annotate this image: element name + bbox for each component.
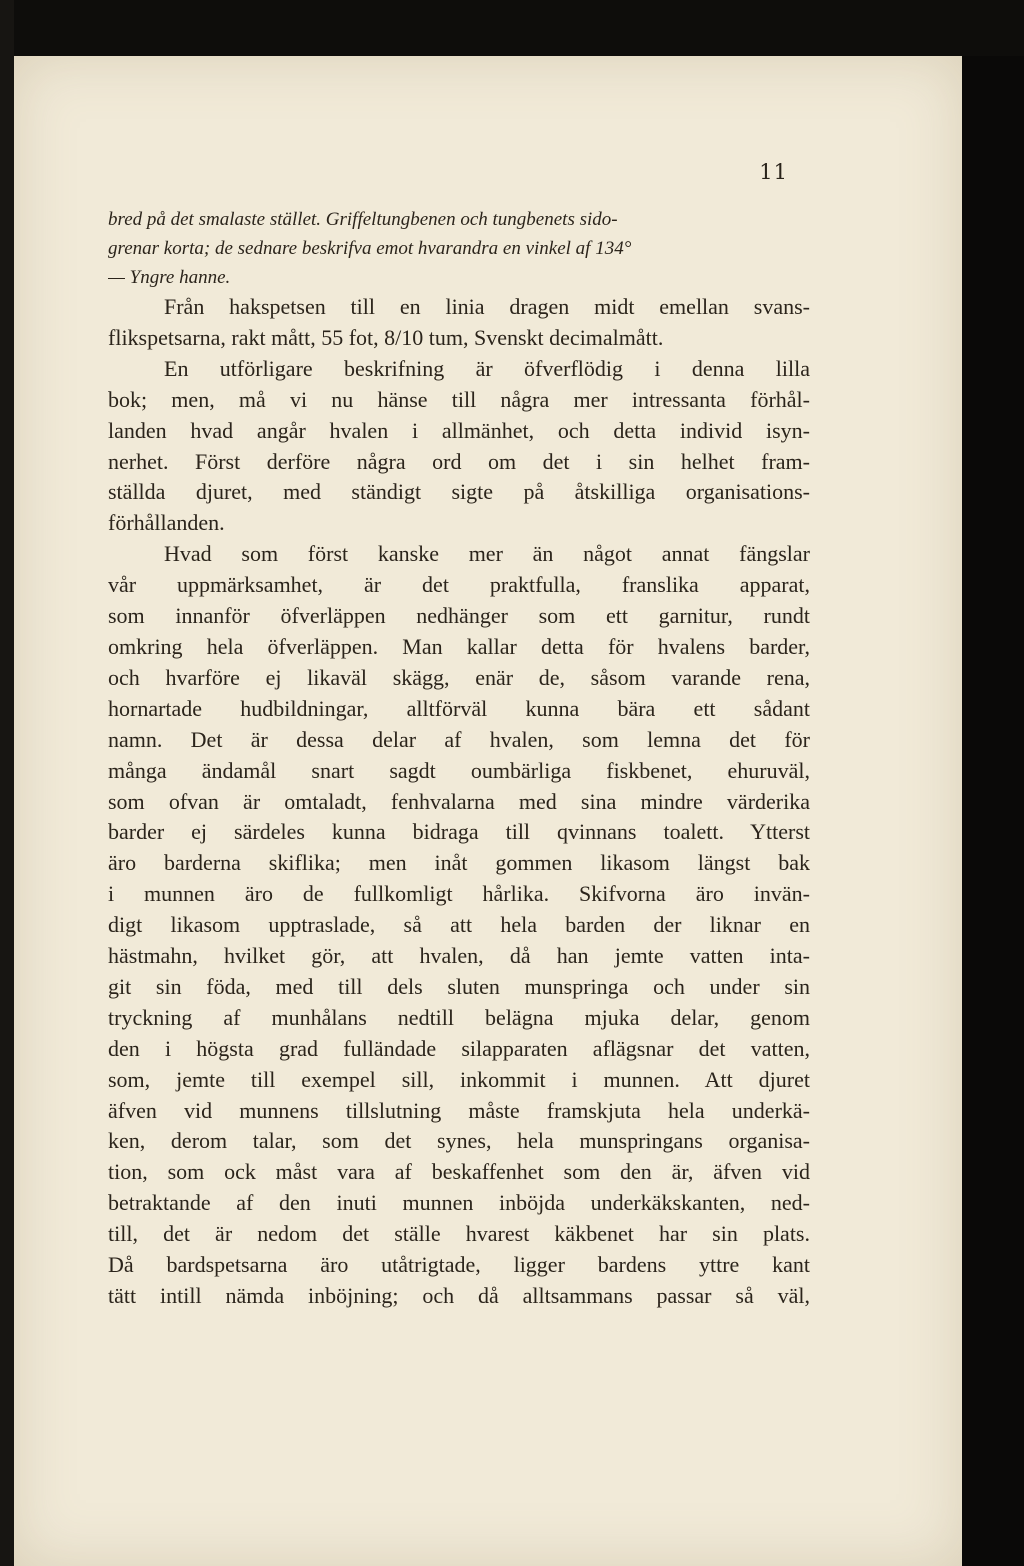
text-line: hornartade hudbildningar, alltförväl kunna bära ett sådant <box>108 695 810 721</box>
text-line: ken, derom talar, som det synes, hela munspringans organisa- <box>108 1128 810 1154</box>
text-line: Från hakspetsen till en linia dragen midt emellan svans- <box>164 294 810 319</box>
text-line: förhållanden. <box>108 510 225 536</box>
text-line: omkring hela öfverläppen. Man kallar detta för hvalens barder, <box>108 633 810 659</box>
text-line: nerhet. Först derföre några ord om det i sin helhet fram- <box>108 448 810 474</box>
italic-line: grenar korta; de sednare beskrifva emot hvarandra en vinkel af 134° <box>108 238 632 259</box>
text-line: ställda djuret, med ständigt sigte på åtskilliga organisations- <box>108 479 810 505</box>
text-line: som, jemte till exempel sill, inkommit i munnen. Att djuret <box>108 1066 810 1092</box>
text-line: git sin föda, med till dels sluten munspringa och under sin <box>108 973 810 999</box>
page-number: 11 <box>759 160 788 184</box>
text-line: En utförligare beskrifning är öfverflödig i denna lilla <box>164 355 810 381</box>
paragraph-measurement <box>108 292 810 354</box>
italic-line: bred på det smalaste stället. Griffeltungbenen och tungbenets sido- <box>108 209 618 230</box>
text-line: äfven vid munnens tillslutning måste framskjuta hela underkä- <box>108 1097 810 1123</box>
paragraph-description <box>108 354 810 539</box>
text-line: Hvad som först kanske mer än något annat fängslar <box>164 541 810 567</box>
text-line: och hvarföre ej likaväl skägg, enär de, såsom varande rena, <box>108 664 810 690</box>
text-line: Då bardspetsarna äro utåtrigtade, ligger bardens yttre kant <box>108 1252 810 1278</box>
page-text <box>108 205 810 1312</box>
text-line: som innanför öfverläppen nedhänger som ett garnitur, rundt <box>108 603 810 629</box>
text-line: i munnen äro de fullkomligt hårlika. Skifvorna äro invän- <box>108 881 810 907</box>
text-line: namn. Det är dessa delar af hvalen, som lemna det för <box>108 726 810 752</box>
text-line: landen hvad angår hvalen i allmänhet, och detta individ isyn- <box>108 417 810 443</box>
text-line: hästmahn, hvilket gör, att hvalen, då han jemte vatten inta- <box>108 943 810 969</box>
text-line: tätt intill nämda inböjning; och då alltsammans passar så väl, <box>108 1283 810 1308</box>
text-line: äro barderna skiflika; men inåt gommen likasom längst bak <box>108 850 810 876</box>
text-line: som ofvan är omtaladt, fenhvalarna med sina mindre värderika <box>108 788 810 814</box>
text-line: digt likasom upptraslade, så att hela barden der liknar en <box>108 912 810 938</box>
text-line: tion, som ock måst vara af beskaffenhet som den är, äfven vid <box>108 1159 810 1185</box>
text-line: flikspetsarna, rakt mått, 55 fot, 8/10 tum, Svenskt decimalmått. <box>108 324 664 350</box>
text-line: bok; men, må vi nu hänse till några mer intressanta förhål- <box>108 386 810 412</box>
text-line: vår uppmärksamhet, är det praktfulla, franslika apparat, <box>108 572 810 598</box>
italic-line: — Yngre hanne. <box>108 267 231 288</box>
paragraph-barder <box>108 539 810 1312</box>
scan-border-left <box>0 0 14 1566</box>
text-line: tryckning af munhålans nedtill belägna mjuka delar, genom <box>108 1004 810 1030</box>
text-line: till, det är nedom det ställe hvarest käkbenet har sin plats. <box>108 1221 810 1247</box>
text-line: många ändamål snart sagdt oumbärliga fiskbenet, ehuruväl, <box>108 757 810 783</box>
text-line: betraktande af den inuti munnen inböjda underkäkskanten, ned- <box>108 1190 810 1216</box>
text-line: barder ej särdeles kunna bidraga till qvinnans toalett. Ytterst <box>108 819 810 845</box>
italic-description <box>108 205 810 292</box>
text-line: den i högsta grad fulländade silapparaten aflägsnar det vatten, <box>108 1035 810 1061</box>
scan-border-right <box>962 56 1024 1566</box>
